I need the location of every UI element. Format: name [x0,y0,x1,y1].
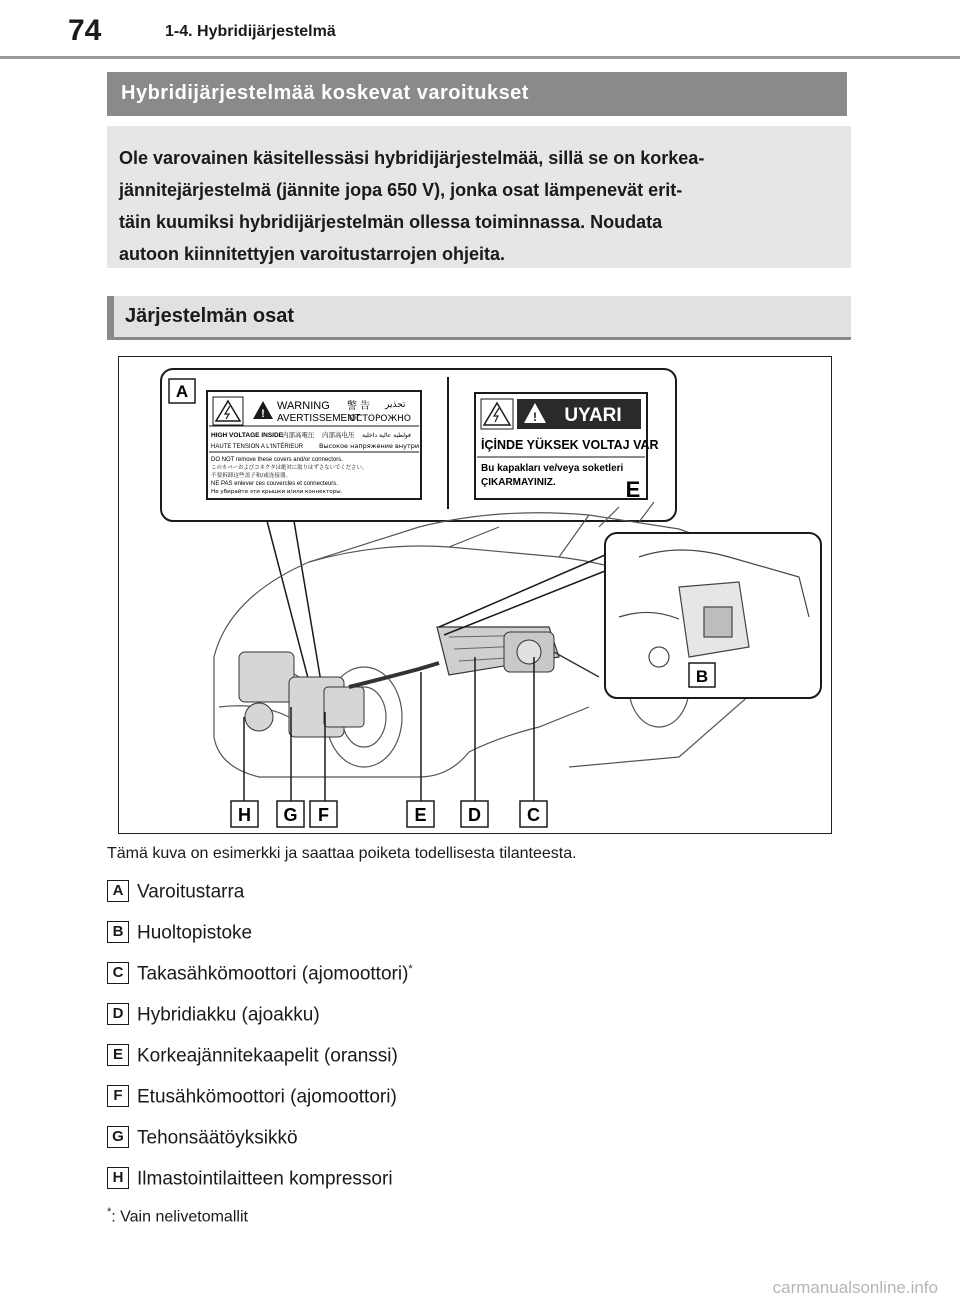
sticker-hv-2: HAUTE TENSION A L'INTÉRIEUR [211,444,304,450]
sticker-hv-ru: Высокое напряжение внутри [319,442,420,450]
legend-key-badge: H [107,1167,129,1189]
legend-item [107,1041,807,1082]
sticker-body-5: Не убирайте эти крышки и/или коннекторы. [211,489,343,495]
legend-key-badge: F [107,1085,129,1107]
legend-text: Etusähkömoottori (ajomoottori) [137,1086,397,1108]
sticker-hv-jp: 内部高電圧 [282,431,315,439]
callout-key-a: A [175,382,189,401]
warning-box [107,126,851,268]
legend-item [107,877,807,918]
warning-line-4: autoon kiinnitettyjen varoitustarrojen ohjeita. [119,244,506,264]
legend-key-badge: E [107,1044,129,1066]
svg-text:!: ! [533,410,537,424]
bottom-label-e: E [414,805,427,825]
sticker-body-2: このカバーおよびコネクタは絶対に取りはずさないでください。 [211,465,368,471]
component-legend [107,877,807,1205]
figure-caption: Tämä kuva on esimerkki ja saattaa poiketa todellisesta tilanteesta. [107,845,577,862]
sticker-hv-1: HIGH VOLTAGE INSIDE [211,432,283,439]
sticker-body-3: 不要拆卸这些盖子和/或连接器。 [211,473,292,479]
bottom-labels [231,801,547,827]
legend-item [107,918,807,959]
sticker-hv-cn: 内部高电压 [322,431,355,439]
tr-sticker-key-e: E [625,477,641,502]
legend-text: Hybridiakku (ajoakku) [137,1004,320,1026]
figure-illustration [119,357,833,835]
footnote: *: Vain nelivetomallit [107,1206,248,1226]
engine-components [239,652,364,737]
legend-item [107,1123,807,1164]
legend-key-badge: A [107,880,129,902]
legend-text: Takasähkömoottori (ajomoottori)* [137,963,413,985]
svg-text:!: ! [261,408,265,420]
sticker-title-2: AVERTISSEMENT [277,413,361,424]
bottom-label-c: C [527,805,540,825]
watermark: carmanualsonline.info [772,1278,938,1297]
uyari-text: UYARI [564,405,622,426]
legend-item [107,959,807,1000]
legend-key-badge: B [107,921,129,943]
section-header-parts [107,296,851,340]
bottom-label-g: G [283,805,298,825]
sticker-title-1: WARNING [277,400,330,412]
bottom-label-d: D [468,805,481,825]
section-title-warnings: Hybridijärjestelmää koskevat varoitukset [121,82,529,104]
section-header-warnings [107,72,847,116]
legend-text: Varoitustarra [137,881,245,903]
legend-item [107,1082,807,1123]
tr-line-1: İÇİNDE YÜKSEK VOLTAJ VAR [481,438,659,452]
tr-line-3: ÇIKARMAYINIZ. [481,477,556,488]
section-accent-bar [107,296,114,337]
legend-item [107,1164,807,1205]
inset-key-b: B [695,667,709,686]
sticker-body-4: NE PAS enlever ces couvercles et connecteurs. [211,481,338,487]
legend-key-badge: D [107,1003,129,1025]
chapter-title: 1-4. Hybridijärjestelmä [165,23,336,40]
warning-line-3: täin kuumiksi hybridijärjestelmän ollessa toiminnassa. Noudata [119,212,663,232]
rear-motor [504,632,554,672]
warning-line-1: Ole varovainen käsitellessäsi hybridijärjestelmää, sillä se on korkea- [119,148,705,168]
legend-text: Korkeajännitekaapelit (oranssi) [137,1045,398,1067]
bottom-label-f: F [318,805,329,825]
legend-key-badge: G [107,1126,129,1148]
sticker-title-jp: 警 告 [347,401,371,412]
warning-line-2: jännitejärjestelmä (jännite jopa 650 V), jonka osat lämpenevät erit- [119,180,683,200]
section-title-parts: Järjestelmän osat [125,305,294,327]
sticker-hv-ar: فولطية عالية داخلية [362,432,411,439]
legend-text: Ilmastointilaitteen kompressori [137,1168,393,1190]
bottom-label-h: H [238,805,251,825]
legend-item [107,1000,807,1041]
legend-key-badge: C [107,962,129,984]
system-components-figure [118,356,832,834]
page-number: 74 [68,14,102,47]
sticker-title-ar: تحذير [385,400,406,410]
sticker-body-1: DO NOT remove these covers and/or connectors. [211,457,343,463]
sticker-title-ru: ОСТОРОЖНО [349,414,412,424]
header-divider [0,56,960,59]
tr-line-2: Bu kapakları ve/veya soketleri [481,463,624,474]
legend-text: Huoltopistoke [137,922,253,944]
legend-text: Tehonsäätöyksikkö [137,1127,298,1149]
